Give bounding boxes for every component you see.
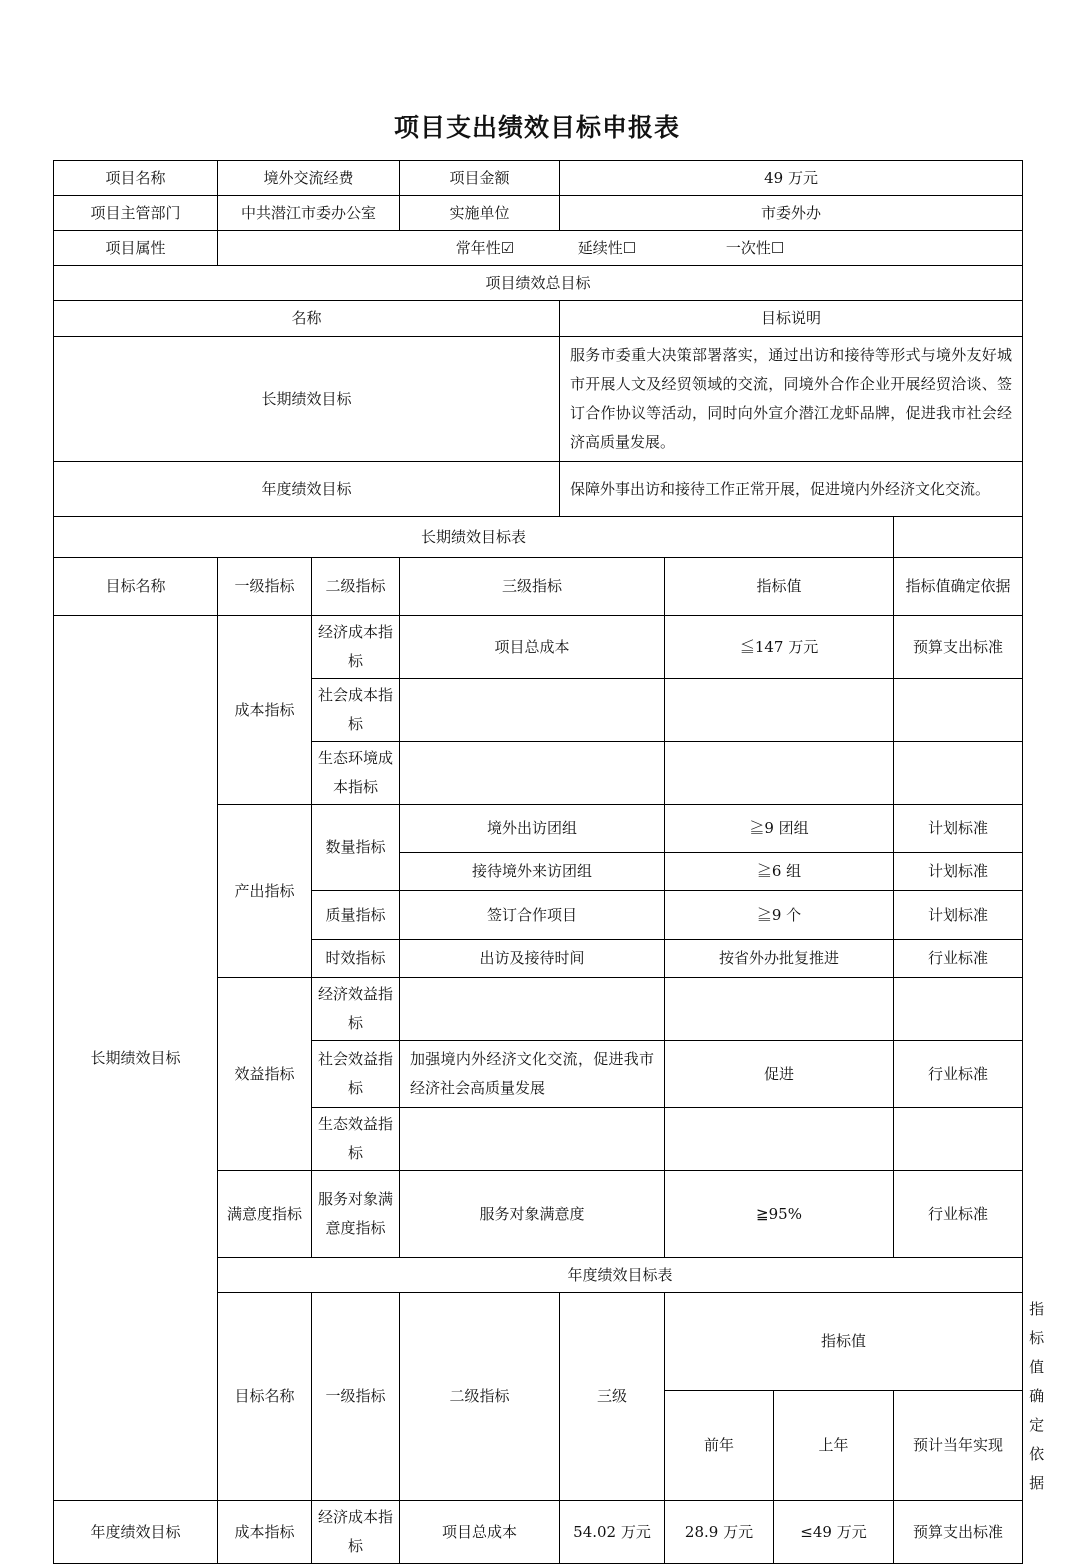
annual-row-last: 28.9 万元 xyxy=(665,1501,774,1564)
long-term-target-label: 长期绩效目标 xyxy=(54,337,560,462)
overall-col-desc: 目标说明 xyxy=(560,301,1023,337)
table-cell-l3: 出访及接待时间 xyxy=(400,940,665,978)
attr-option-onetime: 一次性☐ xyxy=(725,238,785,257)
overall-target-header: 项目绩效总目标 xyxy=(54,266,1023,301)
table-cell-l3: 签订合作项目 xyxy=(400,891,665,940)
table-cell-l2: 经济成本指标 xyxy=(312,616,400,679)
table-cell-l3: 服务对象满意度 xyxy=(400,1171,665,1258)
annual-row-basis: 预算支出标准 xyxy=(894,1501,1023,1564)
table-cell-l2: 生态效益指标 xyxy=(312,1108,400,1171)
table-cell-basis: 行业标准 xyxy=(894,1041,1023,1108)
project-amount-label: 项目金额 xyxy=(400,161,560,196)
attr-options xyxy=(218,231,1023,266)
output-l1: 产出指标 xyxy=(218,805,312,978)
project-amount-value: 49 万元 xyxy=(560,161,1023,196)
annual-row-expected: ≤49 万元 xyxy=(774,1501,894,1564)
attr-label: 项目属性 xyxy=(54,231,218,266)
performance-target-table: 项目名称 境外交流经费 项目金额 49 万元 项目主管部门 中共潜江市委办公室 实施单位 市委外办 项目属性 常年性☑ 延续性☐ 一次性☐ 项目绩效总目标 名称 目标说明 长期绩效目标 服务市委重大决策部署落实，通过出访和接待等形式与境外友好城市开展人文及经贸领域的交流，同境外合作企业开展经贸洽谈、签订合作协议等活动，同时向外宣介潜江龙虾品牌，促进我市社会经济高质量发展。 年度绩效目标 保障外事出访和接待工作正常开展，促进境内外经济文化交流。 长期绩效目标表 目标名称 一级指标 二级指标 三级指标 指标值 指标值确定依据 长期绩效目标 成本指标 经济成本指标 项目总成本 ≦147 万元 预算支出标准 社会成本指标 生态环境成本指标 产出指标 数量指标 境外出访团组 ≧9 团组 计划标准 接待境外来访团组 ≧6 组 计划标准 质量指标 签订合作项目 ≧9 个 计划标准 时效指标 出访及接待时间 按省外办批复推进 行业标准 效益指标 经济效益指标 社会效益指标 加强境内外经济文化交流，促进我市经济社会高质量发展 促进 行业标准 生态效益指标 满意度指标 服务对象满意度指标 服务对象满意度 ≧95% 行业标准 年度绩效目标表 目标名称 一级指标 二级指标 三级 指标值 指标值确定依据 前年 上年 预计当年实现 年度绩效目标 成本指标 经济成本指标 项目总成本 54.02 万元 28.9 万元 ≤49 万元 预算支出标准 xyxy=(53,160,1023,1564)
attr-option-perennial: 常年性☑ xyxy=(455,238,515,257)
table-cell-l3: 加强境内外经济文化交流，促进我市经济社会高质量发展 xyxy=(400,1041,665,1108)
table-cell-l3 xyxy=(400,1108,665,1171)
annual-col-prev: 前年 xyxy=(665,1390,774,1500)
table-cell-value xyxy=(665,679,894,742)
table-cell-l3: 接待境外来访团组 xyxy=(400,853,665,891)
long-col-target: 目标名称 xyxy=(54,558,218,616)
annual-col-expected: 预计当年实现 xyxy=(894,1390,1023,1500)
dept-value: 中共潜江市委办公室 xyxy=(218,196,400,231)
table-cell-l3 xyxy=(400,679,665,742)
dept-label: 项目主管部门 xyxy=(54,196,218,231)
overall-col-name: 名称 xyxy=(54,301,560,337)
table-cell-l2: 经济效益指标 xyxy=(312,978,400,1041)
quality-l2: 质量指标 xyxy=(312,891,400,940)
qty-l2: 数量指标 xyxy=(312,805,400,891)
table-cell-basis: 行业标准 xyxy=(894,1171,1023,1258)
long-table-header-empty xyxy=(894,517,1023,558)
table-cell-basis: 计划标准 xyxy=(894,805,1023,853)
long-col-basis: 指标值确定依据 xyxy=(894,558,1023,616)
annual-col-last: 上年 xyxy=(774,1390,894,1500)
table-cell-l2: 社会成本指标 xyxy=(312,679,400,742)
table-cell-value xyxy=(665,978,894,1041)
long-col-l1: 一级指标 xyxy=(218,558,312,616)
long-target-name: 长期绩效目标 xyxy=(54,616,218,1501)
annual-col-value: 指标值 xyxy=(665,1293,1023,1391)
table-cell-basis: 计划标准 xyxy=(894,891,1023,940)
table-cell-l3: 项目总成本 xyxy=(400,616,665,679)
annual-row-l2: 经济成本指标 xyxy=(312,1501,400,1564)
annual-target-desc: 保障外事出访和接待工作正常开展，促进境内外经济文化交流。 xyxy=(560,462,1023,517)
table-cell-value: ≧95% xyxy=(665,1171,894,1258)
annual-row-prev: 54.02 万元 xyxy=(560,1501,665,1564)
table-cell-l3: 境外出访团组 xyxy=(400,805,665,853)
table-cell-value: ≦147 万元 xyxy=(665,616,894,679)
page-title: 项目支出绩效目标申报表 xyxy=(393,113,680,142)
long-term-target-desc: 服务市委重大决策部署落实，通过出访和接待等形式与境外友好城市开展人文及经贸领域的交流，同境外合作企业开展经贸洽谈、签订合作协议等活动，同时向外宣介潜江龙虾品牌，促进我市社会经济高质量发展。 xyxy=(560,337,1023,462)
table-cell-basis xyxy=(894,742,1023,805)
satisfaction-l2: 服务对象满意度指标 xyxy=(312,1171,400,1258)
table-cell-value: 按省外办批复推进 xyxy=(665,940,894,978)
table-cell-value: ≧9 团组 xyxy=(665,805,894,853)
time-l2: 时效指标 xyxy=(312,940,400,978)
table-cell-basis: 预算支出标准 xyxy=(894,616,1023,679)
table-cell-value xyxy=(665,1108,894,1171)
satisfaction-l1: 满意度指标 xyxy=(218,1171,312,1258)
table-cell-l2: 生态环境成本指标 xyxy=(312,742,400,805)
table-cell-value: ≧6 组 xyxy=(665,853,894,891)
table-cell-value: 促进 xyxy=(665,1041,894,1108)
project-name-value: 境外交流经费 xyxy=(218,161,400,196)
annual-col-target: 目标名称 xyxy=(218,1293,312,1501)
annual-row-l3: 项目总成本 xyxy=(400,1501,560,1564)
table-cell-basis xyxy=(894,978,1023,1041)
table-cell-value xyxy=(665,742,894,805)
long-table-header: 长期绩效目标表 xyxy=(54,517,894,558)
annual-row-l1: 成本指标 xyxy=(218,1501,312,1564)
project-name-label: 项目名称 xyxy=(54,161,218,196)
unit-label: 实施单位 xyxy=(400,196,560,231)
long-col-value: 指标值 xyxy=(665,558,894,616)
unit-value: 市委外办 xyxy=(560,196,1023,231)
annual-col-l2: 二级指标 xyxy=(400,1293,560,1501)
annual-row-target: 年度绩效目标 xyxy=(54,1501,218,1564)
table-cell-basis xyxy=(894,1108,1023,1171)
cost-l1: 成本指标 xyxy=(218,616,312,805)
table-cell-l2: 社会效益指标 xyxy=(312,1041,400,1108)
table-cell-l3 xyxy=(400,742,665,805)
long-col-l2: 二级指标 xyxy=(312,558,400,616)
attr-option-continuing: 延续性☐ xyxy=(577,238,637,257)
annual-col-l1: 一级指标 xyxy=(312,1293,400,1501)
table-cell-basis: 计划标准 xyxy=(894,853,1023,891)
table-cell-basis xyxy=(894,679,1023,742)
annual-target-label: 年度绩效目标 xyxy=(54,462,560,517)
table-cell-value: ≧9 个 xyxy=(665,891,894,940)
benefit-l1: 效益指标 xyxy=(218,978,312,1171)
table-cell-basis: 行业标准 xyxy=(894,940,1023,978)
table-cell-l3 xyxy=(400,978,665,1041)
annual-table-header: 年度绩效目标表 xyxy=(218,1258,1023,1293)
long-col-l3: 三级指标 xyxy=(400,558,665,616)
annual-col-l3: 三级 xyxy=(560,1293,665,1501)
